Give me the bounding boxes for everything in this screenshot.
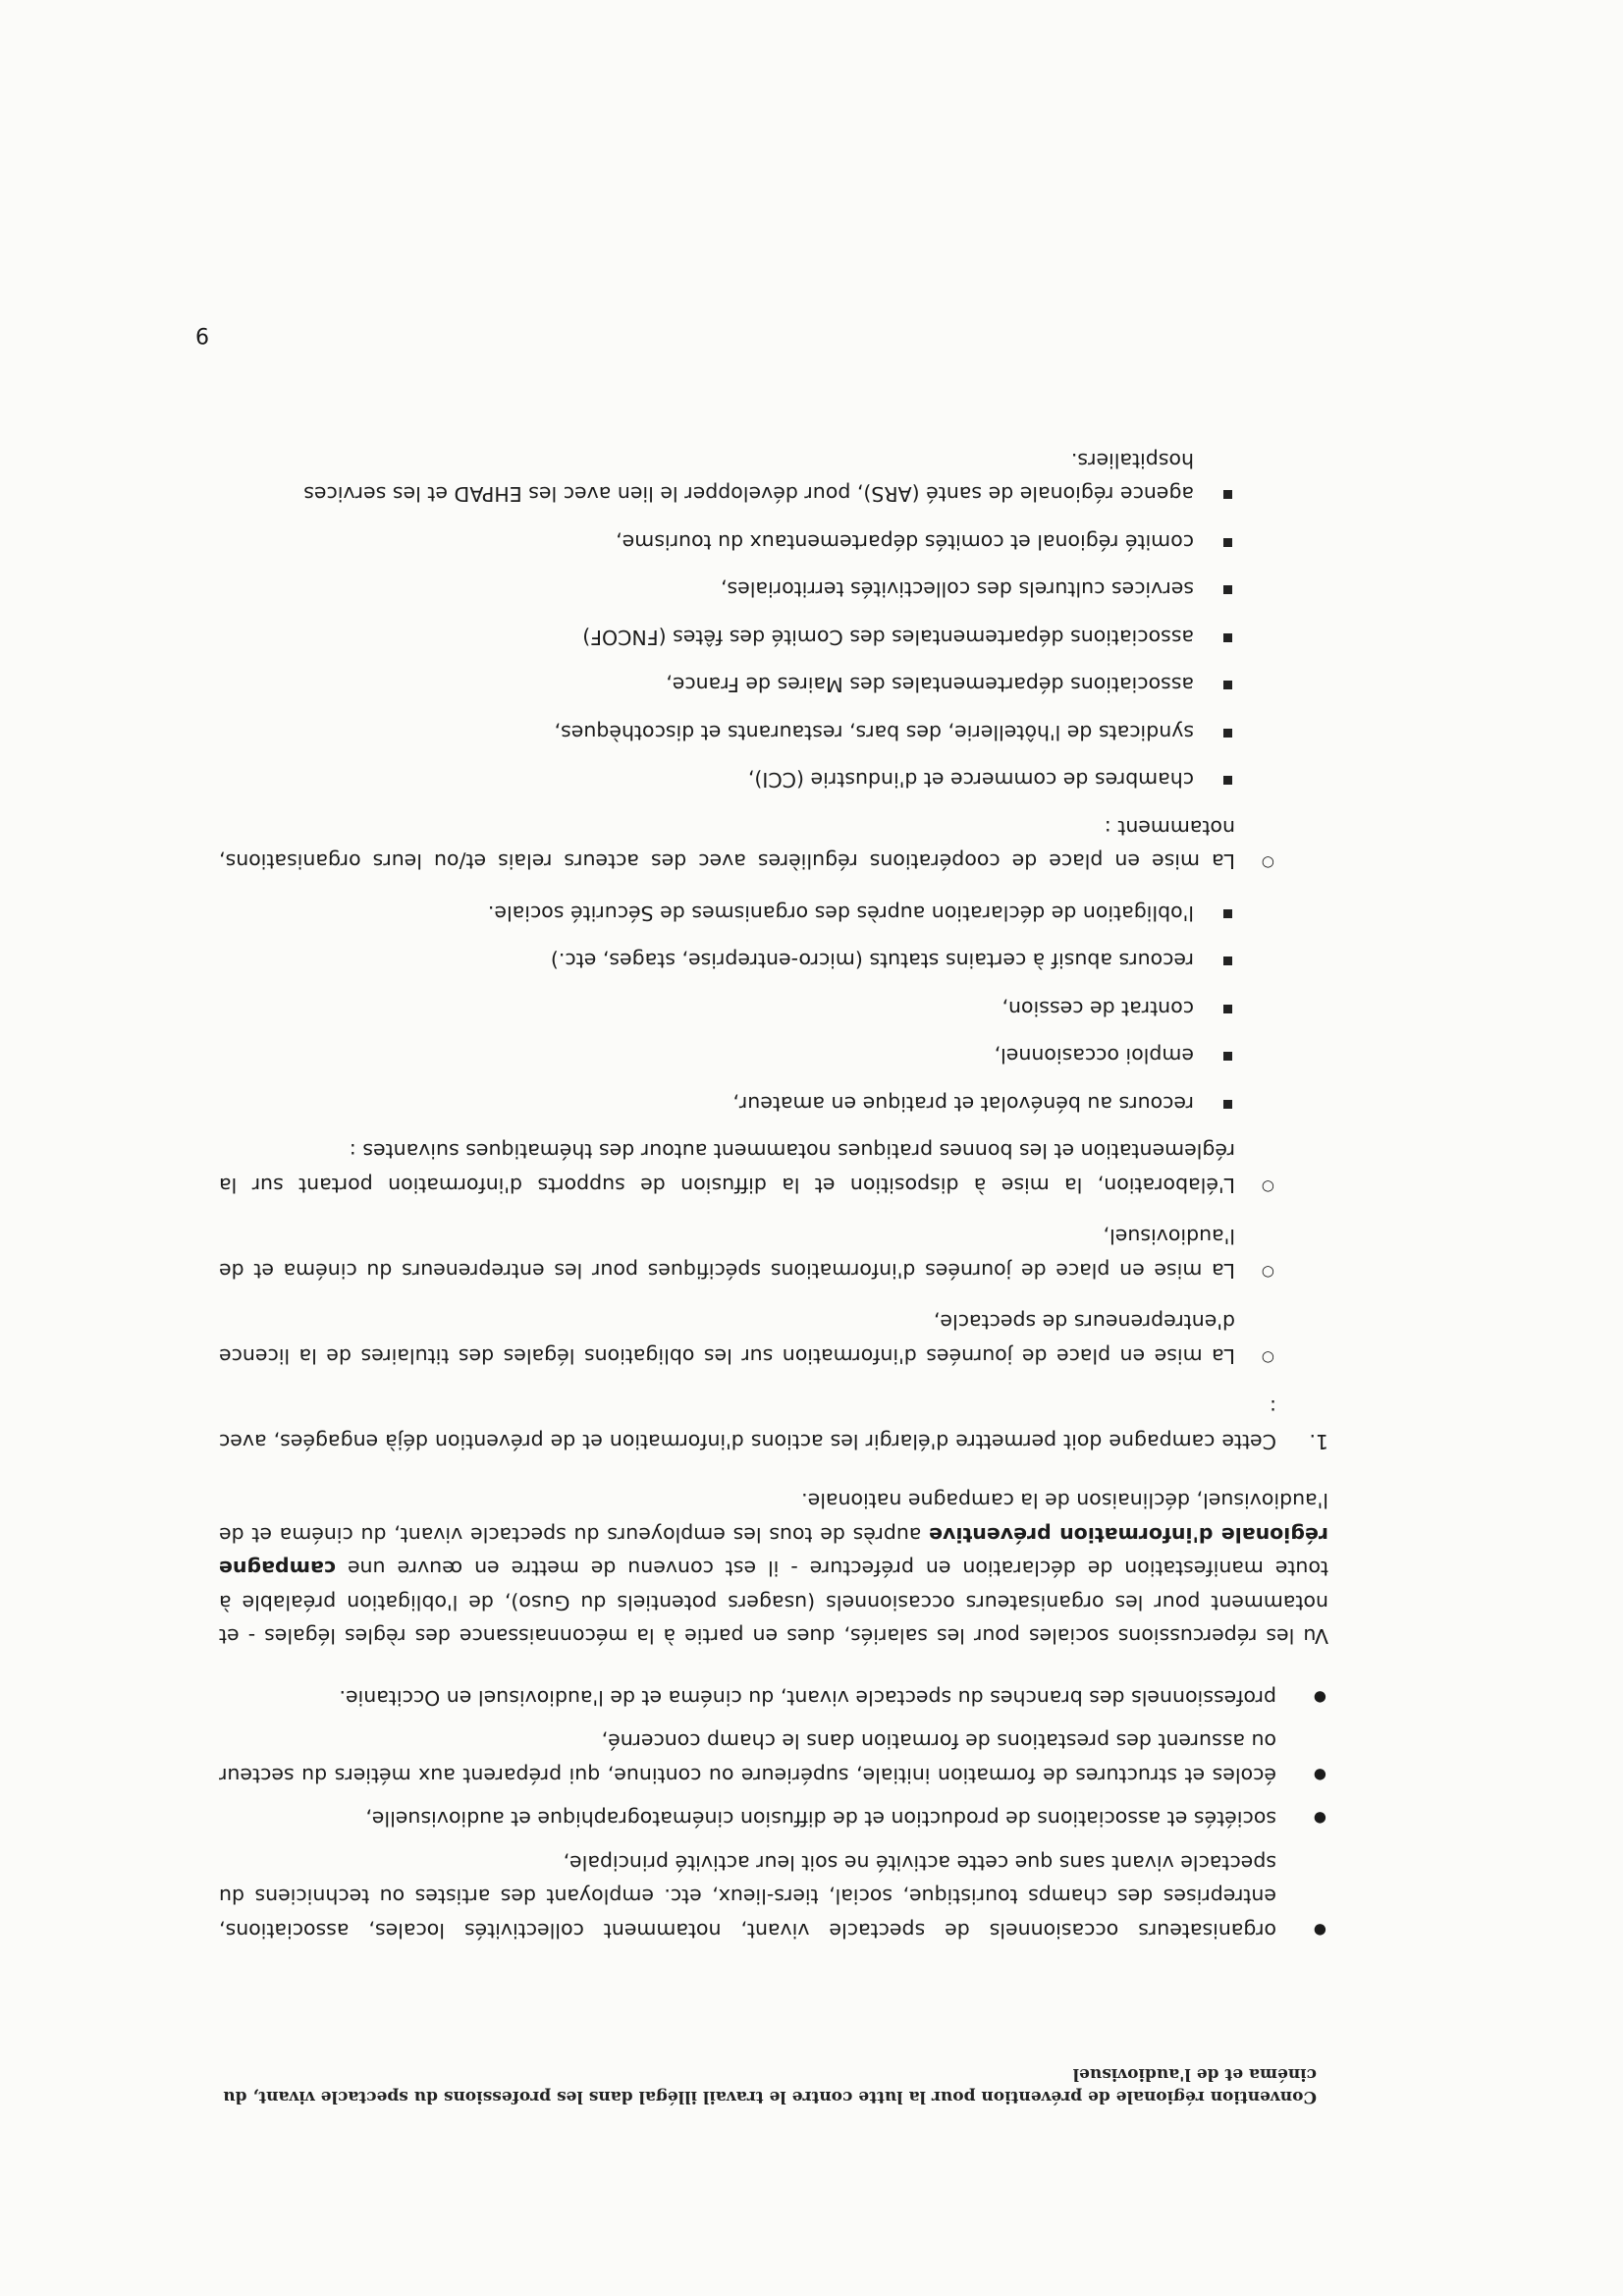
sub-list-item: ○ La mise en place de coopérations régulières avec des acteurs relais et/ou leurs organisations, notamment :: [219, 811, 1328, 879]
circle-bullet-icon: ○: [1261, 1178, 1274, 1196]
circle-bullet-icon: ○: [1261, 1349, 1274, 1367]
square-bullet-icon: [1223, 538, 1232, 547]
square-bullet-icon: [1223, 777, 1232, 786]
list-item: ● écoles et structures de formation initiale, supérieure ou continue, qui préparent aux métiers du secteur ou assurent des prestations de formation dans le champ concerné,: [219, 1724, 1328, 1792]
sub-list-item: ○ La mise en place de journées d'informations spécifiques pour les entrepreneurs du cinéma et de l'audiovisuel,: [219, 1220, 1328, 1287]
nested-list-item: associations départementales des Comité des fêtes (FNCOF): [219, 621, 1328, 655]
nested-list-item: contrat de cession,: [219, 992, 1328, 1026]
sub-list-item: ○ L'élaboration, la mise à disposition et la diffusion de supports d'information portant sur la réglementation et les bonnes pratiques notamment autour des thématiques suivantes :: [219, 1134, 1328, 1202]
square-bullet-icon: [1223, 1005, 1232, 1013]
emphasis-text: campagne régionale d'information préventive: [219, 1523, 1328, 1581]
square-bullet-icon: [1223, 1100, 1232, 1109]
numbered-item: 1. Cette campagne doit permettre d'élargir les actions d'information et de prévention déjà engagées, avec :: [219, 1391, 1328, 1458]
circle-bullet-icon: ○: [1261, 1264, 1274, 1282]
bullet-dot-icon: ●: [1313, 1922, 1326, 1940]
list-item: ● organisateurs occasionnels de spectacle vivant, notamment collectivités locales, associations, entreprises des champs touristique, social, tiers-lieux, etc. employant des artistes ou techniciens du spectacle vivant sans que cette activité ne soit leur activité principale,: [219, 1846, 1328, 1948]
nested-list-item: l'obligation de déclaration auprès des organismes de Sécurité sociale.: [219, 897, 1328, 931]
circle-bullet-icon: ○: [1261, 854, 1274, 873]
bullet-dot-icon: ●: [1313, 1810, 1326, 1829]
nested-list-item: comité régional et comités départementaux du tourisme,: [219, 525, 1328, 560]
square-bullet-icon: [1223, 586, 1232, 595]
nested-list-item: emploi occasionnel,: [219, 1039, 1328, 1073]
nested-list-item: associations départementales des Maires de France,: [219, 668, 1328, 702]
bullet-dot-icon: ●: [1313, 1689, 1326, 1707]
square-bullet-icon: [1223, 682, 1232, 690]
square-bullet-icon: [1223, 729, 1232, 738]
square-bullet-icon: [1223, 1053, 1232, 1062]
nested-list-item: services culturels des collectivités territoriales,: [219, 573, 1328, 607]
document-header: Convention régionale de prévention pour la lutte contre le travail illégal dans les professions du spectacle vivant, du cinéma et de l'audiovisuel: [223, 2064, 1317, 2106]
nested-list-item: chambres de commerce et d'industrie (CCI),: [219, 763, 1328, 797]
sub-list-item: ○ La mise en place de journées d'information sur les obligations légales des titulaires de la licence d'entrepreneurs de spectacle,: [219, 1305, 1328, 1373]
nested-list-item: syndicats de l'hôtellerie, des bars, restaurants et discothèques,: [219, 716, 1328, 750]
square-bullet-icon: [1223, 909, 1232, 918]
item-number: 1.: [1309, 1430, 1328, 1453]
bullet-list-top: [219, 1681, 1328, 1948]
body-paragraph: Vu les répercussions sociales pour les salariés, dues en partie à la méconnaissance des règles légales - et notamment pour les organisateurs occasionnels (usagers potentiels du Guso), de l'obligation préalable à toute manifestation de déclaration en préfecture - il est convenu de mettre en œuvre une campagne régionale d'information préventive auprès de tous les employeurs du spectacle vivant, du cinéma et de l'audiovisuel, déclinaison de la campagne nationale.: [219, 1489, 1328, 1649]
nested-list-item: recours abusif à certains statuts (micro-entreprise, stages, etc.): [219, 944, 1328, 978]
nested-list-item: agence régionale de santé (ARS), pour développer le lien avec les EHPAD et les services hospitaliers.: [219, 444, 1328, 512]
list-item: ● sociétés et associations de production et de diffusion cinématographique et audiovisuelle,: [219, 1802, 1328, 1836]
bullet-dot-icon: ●: [1313, 1767, 1326, 1784]
page-number: 9: [195, 322, 209, 347]
list-item: ● professionnels des branches du spectacle vivant, du cinéma et de l'audiovisuel en Occitanie.: [219, 1681, 1328, 1716]
square-bullet-icon: [1223, 957, 1232, 966]
square-bullet-icon: [1223, 633, 1232, 642]
nested-list-item: recours au bénévolat et pratique en amateur,: [219, 1087, 1328, 1121]
square-bullet-icon: [1223, 491, 1232, 500]
page-content: [219, 430, 1328, 1948]
